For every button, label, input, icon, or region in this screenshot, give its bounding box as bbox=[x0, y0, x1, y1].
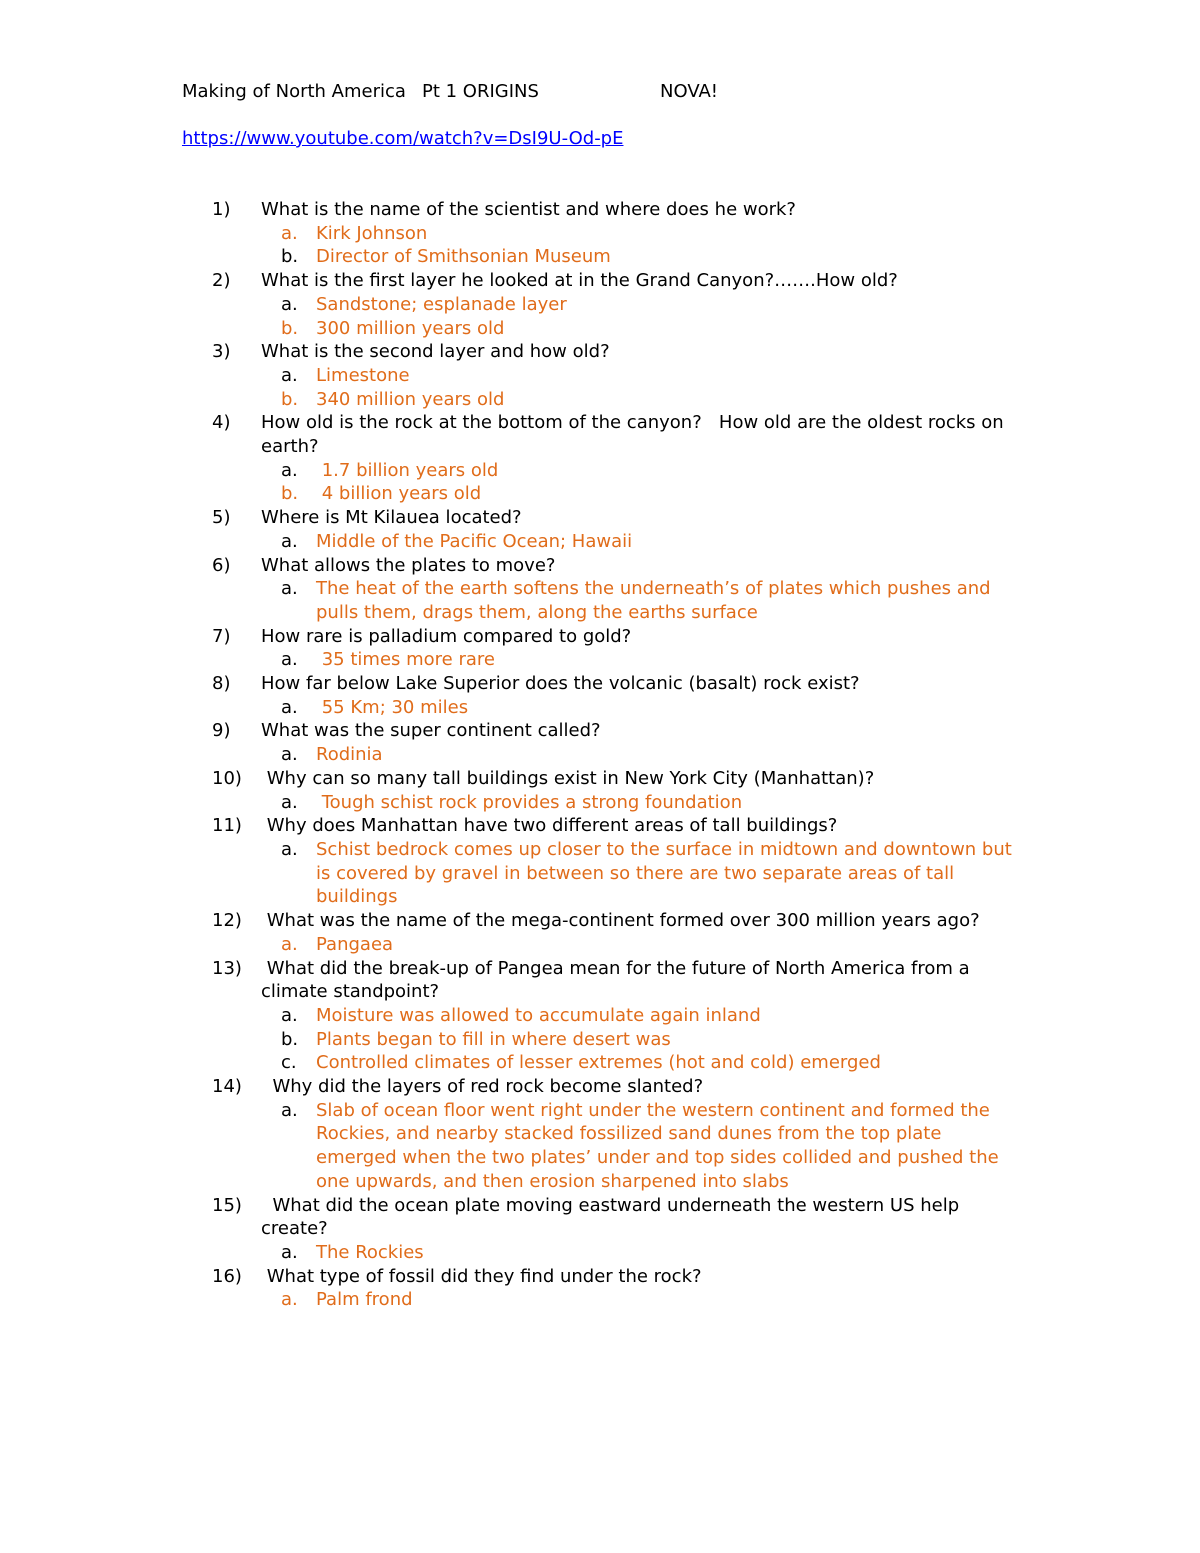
answer-text: Limestone bbox=[316, 364, 410, 386]
answer-item bbox=[0, 482, 1200, 506]
answer-item bbox=[0, 388, 1200, 412]
answer-letter: b. bbox=[281, 1028, 299, 1050]
answer-text: Middle of the Pacific Ocean; Hawaii bbox=[316, 530, 633, 552]
question-text: What is the first layer he looked at in the Grand Canyon?…….How old? bbox=[261, 270, 898, 292]
question-number: 1) bbox=[212, 199, 231, 220]
answer-text: Kirk Johnson bbox=[316, 222, 428, 244]
question-text: Where is Mt Kilauea located? bbox=[261, 507, 522, 529]
answer-item bbox=[0, 743, 1200, 767]
answer-item bbox=[0, 1241, 1200, 1265]
answer-item bbox=[0, 1028, 1200, 1052]
question-text: Why does Manhattan have two different areas of tall buildings? bbox=[261, 815, 838, 837]
document-title: Making of North America bbox=[182, 81, 406, 102]
question-item bbox=[0, 269, 1200, 293]
answer-text: Rodinia bbox=[316, 744, 383, 766]
question-item bbox=[0, 554, 1200, 578]
question-item bbox=[0, 672, 1200, 696]
answer-text: The heat of the earth softens the underneath’s of plates which pushes and pulls them, drags them, along the earths surface bbox=[316, 578, 997, 623]
answer-text: Slab of ocean floor went right under the western continent and formed the Rockies, and nearby stacked fossilized sand dunes from the top plate emerged when the two plates’ under and top sides collided and pushed the one upwards, and then erosion sharpened into slabs bbox=[316, 1099, 1005, 1192]
question-number: 10) bbox=[212, 767, 242, 789]
answer-item bbox=[0, 933, 1200, 957]
question-item bbox=[0, 719, 1200, 743]
answer-text: 1.7 billion years old bbox=[316, 459, 499, 481]
answer-text: Moisture was allowed to accumulate again inland bbox=[316, 1004, 761, 1026]
youtube-link[interactable]: https://www.youtube.com/watch?v=DsI9U-Od-pE bbox=[182, 128, 624, 149]
question-text: How old is the rock at the bottom of the canyon? How old are the oldest rocks on earth? bbox=[261, 412, 1010, 458]
answer-item bbox=[0, 1004, 1200, 1028]
question-text: What allows the plates to move? bbox=[261, 554, 556, 576]
answer-letter: a. bbox=[281, 1241, 298, 1263]
question-number: 9) bbox=[212, 720, 231, 742]
answer-text: Schist bedrock comes up closer to the surface in midtown and downtown but is covered by gravel in between so there are two separate areas of tall buildings bbox=[316, 838, 1018, 908]
answer-letter: c. bbox=[281, 1052, 297, 1074]
question-item bbox=[0, 957, 1200, 1004]
answer-item bbox=[0, 577, 1200, 624]
question-item bbox=[0, 909, 1200, 933]
question-number: 11) bbox=[212, 815, 242, 837]
question-number: 8) bbox=[212, 673, 231, 695]
question-text: How far below Lake Superior does the volcanic (basalt) rock exist? bbox=[261, 673, 860, 695]
question-number: 7) bbox=[212, 625, 231, 647]
answer-text: The Rockies bbox=[316, 1241, 424, 1263]
question-number: 5) bbox=[212, 507, 231, 529]
question-text: What did the break-up of Pangea mean for the future of North America from a climate standpoint? bbox=[261, 957, 976, 1003]
answer-text: 4 billion years old bbox=[316, 483, 482, 505]
answer-letter: a. bbox=[281, 293, 298, 315]
answer-text: Palm frond bbox=[316, 1289, 413, 1311]
answer-item bbox=[0, 459, 1200, 483]
answer-item bbox=[0, 791, 1200, 815]
answer-item bbox=[0, 648, 1200, 672]
answer-text: 55 Km; 30 miles bbox=[316, 696, 469, 718]
question-text: How rare is palladium compared to gold? bbox=[261, 625, 632, 647]
document-part: Pt 1 ORIGINS bbox=[422, 81, 539, 102]
answer-letter: a. bbox=[281, 791, 298, 813]
answer-text: Tough schist rock provides a strong foundation bbox=[316, 791, 743, 813]
question-item bbox=[0, 1075, 1200, 1099]
answer-item bbox=[0, 1099, 1200, 1194]
question-number: 13) bbox=[212, 957, 242, 979]
answer-item bbox=[0, 293, 1200, 317]
question-text: What is the second layer and how old? bbox=[261, 341, 610, 363]
question-item bbox=[0, 198, 1200, 222]
question-item bbox=[0, 767, 1200, 791]
answer-letter: b. bbox=[281, 317, 299, 339]
answer-letter: a. bbox=[281, 459, 298, 481]
answer-item bbox=[0, 245, 1200, 269]
question-text: Why can so many tall buildings exist in New York City (Manhattan)? bbox=[261, 767, 875, 789]
answer-item bbox=[0, 1051, 1200, 1075]
question-text: What is the name of the scientist and where does he work? bbox=[261, 199, 796, 220]
question-list bbox=[0, 198, 1200, 1312]
question-item bbox=[0, 411, 1200, 458]
question-number: 4) bbox=[212, 412, 231, 434]
question-number: 15) bbox=[212, 1194, 242, 1216]
answer-item bbox=[0, 1288, 1200, 1312]
answer-letter: a. bbox=[281, 1099, 298, 1121]
question-number: 16) bbox=[212, 1265, 242, 1287]
answer-item bbox=[0, 364, 1200, 388]
question-text: Why did the layers of red rock become slanted? bbox=[261, 1076, 704, 1098]
answer-letter: a. bbox=[281, 1004, 298, 1026]
document-source: NOVA! bbox=[660, 81, 719, 102]
answer-letter: b. bbox=[281, 483, 299, 505]
question-item bbox=[0, 814, 1200, 838]
answer-letter: b. bbox=[281, 246, 299, 268]
question-number: 2) bbox=[212, 270, 231, 292]
question-number: 6) bbox=[212, 554, 231, 576]
question-text: What did the ocean plate moving eastward underneath the western US help create? bbox=[261, 1194, 965, 1240]
answer-text: Sandstone; esplanade layer bbox=[316, 293, 567, 315]
answer-text: Plants began to fill in where desert was bbox=[316, 1028, 671, 1050]
answer-letter: a. bbox=[281, 696, 298, 718]
answer-item bbox=[0, 317, 1200, 341]
question-item bbox=[0, 340, 1200, 364]
answer-letter: a. bbox=[281, 744, 298, 766]
answer-letter: a. bbox=[281, 838, 298, 860]
answer-item bbox=[0, 222, 1200, 246]
question-item bbox=[0, 1194, 1200, 1241]
question-item bbox=[0, 1265, 1200, 1289]
answer-item bbox=[0, 838, 1200, 909]
question-text: What was the super continent called? bbox=[261, 720, 601, 742]
question-number: 14) bbox=[212, 1076, 242, 1098]
answer-text: Controlled climates of lesser extremes (hot and cold) emerged bbox=[316, 1052, 881, 1074]
question-text: What was the name of the mega-continent formed over 300 million years ago? bbox=[261, 910, 980, 932]
answer-text: 300 million years old bbox=[316, 317, 505, 339]
answer-item bbox=[0, 696, 1200, 720]
question-number: 12) bbox=[212, 910, 242, 932]
answer-letter: a. bbox=[281, 649, 298, 671]
answer-letter: b. bbox=[281, 388, 299, 410]
answer-letter: a. bbox=[281, 530, 298, 552]
answer-letter: a. bbox=[281, 364, 298, 386]
answer-item bbox=[0, 530, 1200, 554]
answer-letter: a. bbox=[281, 1289, 298, 1311]
answer-letter: a. bbox=[281, 933, 298, 955]
question-number: 3) bbox=[212, 341, 231, 363]
answer-letter: a. bbox=[281, 222, 298, 244]
question-text: What type of fossil did they find under the rock? bbox=[261, 1265, 702, 1287]
question-item bbox=[0, 625, 1200, 649]
answer-text: Director of Smithsonian Museum bbox=[316, 246, 611, 268]
document-header bbox=[182, 81, 1082, 105]
answer-letter: a. bbox=[281, 578, 298, 600]
answer-text: Pangaea bbox=[316, 933, 394, 955]
answer-text: 35 times more rare bbox=[316, 649, 495, 671]
answer-text: 340 million years old bbox=[316, 388, 505, 410]
question-item bbox=[0, 506, 1200, 530]
